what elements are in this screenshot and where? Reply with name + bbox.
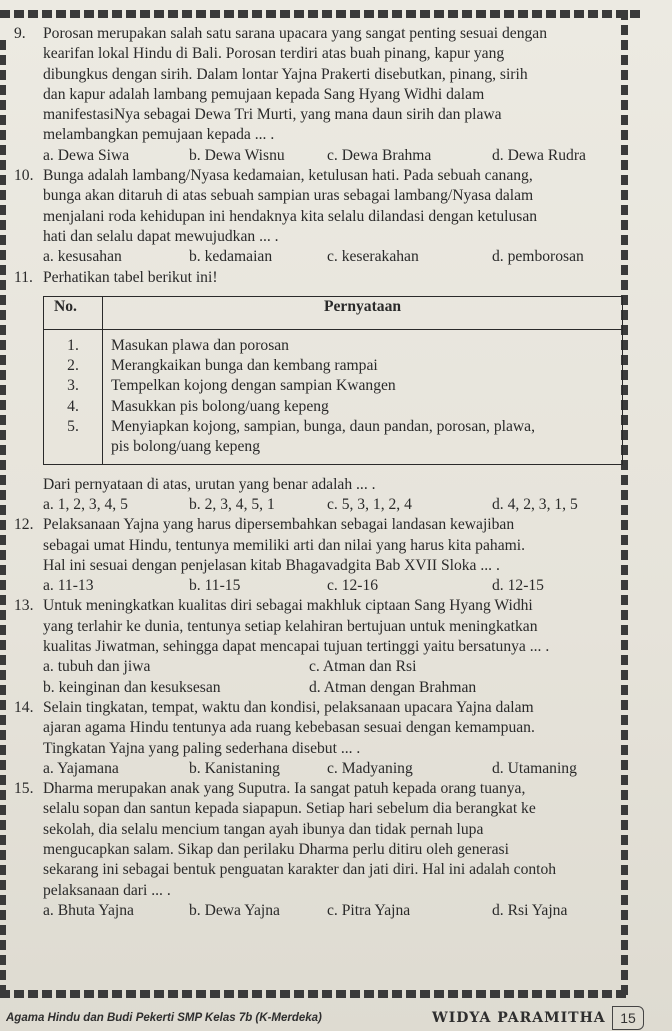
page-number: 15 [612, 1006, 644, 1030]
answer-options [14, 495, 614, 515]
row-statement-line: Menyiapkan kojong, sampian, bunga, daun pandan, porosan, plawa, [111, 418, 535, 436]
option-c[interactable]: c. 12-16 [327, 577, 379, 595]
row-statement: Masukan plawa dan porosan [103, 329, 623, 356]
text-line: Hal ini sesuai dengan penjelasan kitab Bhagavadgita Bab XVII Sloka ... . [43, 556, 500, 574]
text-line: dan kapur adalah lambang pemujaan kepada Sang Hyang Widhi dalam [43, 85, 485, 103]
question-text [43, 515, 614, 576]
text-line: Selain tingkatan, tempat, waktu dan kondisi, pelaksanaan upacara Yajna dalam [43, 698, 534, 716]
text-line: sebagai umat Hindu, tentunya memiliki arti dan nilai yang harus kita pahami. [43, 536, 525, 554]
text-line: Untuk meningkatkan kualitas diri sebagai makhluk ciptaan Sang Hyang Widhi [43, 597, 533, 615]
option-d[interactable]: d. pemborosan [492, 248, 584, 266]
text-line: mengucapkan salam. Sikap dan perilaku Dharma perlu ditiru oleh generasi [43, 840, 509, 858]
page-footer [0, 1006, 672, 1031]
text-line: Dharma merupakan anak yang Suputra. Ia sangat patuh kepada orang tuanya, [43, 780, 526, 798]
option-c[interactable]: c. keserakahan [327, 248, 419, 266]
question-number: 15. [14, 780, 34, 798]
row-number: 5. [44, 417, 103, 464]
option-c[interactable]: c. Atman dan Rsi [309, 658, 417, 676]
question-11 [14, 268, 614, 516]
option-b[interactable]: b. Dewa Yajna [189, 901, 280, 919]
text-line: ajaran agama Hindu tentunya ada ruang kebebasan sesuai dengan kemampuan. [43, 719, 535, 737]
text-line: dibungkus dengan sirih. Dalam lontar Yajna Prakerti disebutkan, pinang, sirih [43, 65, 528, 83]
text-line: manifestasiNya sebagai Dewa Tri Murti, yang mana daun sirih dan plawa [43, 106, 502, 124]
option-a[interactable]: a. kesusahan [43, 248, 122, 266]
row-number: 4. [44, 397, 103, 417]
option-c[interactable]: c. Pitra Yajna [327, 901, 411, 919]
question-number: 13. [14, 597, 34, 615]
question-number: 12. [14, 516, 34, 534]
option-d[interactable]: d. Dewa Rudra [492, 146, 586, 164]
text-line: sekolah, dia selalu mencium tangan ayah ibunya dan tidak pernah lupa [43, 820, 484, 838]
answer-options [14, 146, 614, 166]
text-line: menjalani roda kehidupan ini hendaknya kita selalu dilandasi dengan ketulusan [43, 207, 538, 225]
table-row [44, 329, 623, 356]
option-b[interactable]: b. Kanistaning [189, 759, 280, 777]
option-b[interactable]: b. Dewa Wisnu [189, 146, 285, 164]
option-a[interactable]: a. Yajamana [43, 759, 119, 777]
table-header-statement: Pernyataan [103, 296, 623, 329]
question-12 [14, 515, 614, 596]
text-line: Tingkatan Yajna yang paling sederhana disebut ... . [43, 739, 361, 757]
decorative-border-top [0, 10, 640, 18]
question-text [43, 596, 614, 657]
table-header-no: No. [44, 296, 103, 329]
text-line: kualitas Jiwatman, sehingga dapat mencapai tujuan tertinggi yaitu bersatunya ... . [43, 638, 550, 656]
decorative-border-left [0, 40, 6, 1000]
text-line: Porosan merupakan salah satu sarana upacara yang sangat penting sesuai dengan [43, 25, 548, 42]
row-statement: Merangkaikan bunga dan kembang rampai [103, 356, 623, 376]
text-line: melambangkan pemujaan kepada ... . [43, 126, 275, 144]
question-prompt: Dari pernyataan di atas, urutan yang benar adalah ... . [43, 475, 376, 493]
answer-options [14, 247, 614, 267]
row-statement-line: pis bolong/uang kepeng [111, 438, 260, 456]
option-b[interactable]: b. kedamaian [189, 248, 273, 266]
text-line: bunga akan ditaruh di atas sebuah sampian uras sebagai lambang/Nyasa dalam [43, 187, 534, 205]
row-statement: Tempelkan kojong dengan sampian Kwangen [103, 376, 623, 396]
text-line: kearifan lokal Hindu di Bali. Porosan terdiri atas buah pinang, kapur yang [43, 45, 505, 63]
option-b[interactable]: b. 2, 3, 4, 5, 1 [189, 495, 275, 513]
text-line: sekarang ini sebagai bentuk penguatan karakter dan jati diri. Hal ini adalah contoh [43, 861, 557, 879]
table-row [44, 376, 623, 396]
table-row [44, 417, 623, 464]
decorative-border-bottom [0, 990, 628, 998]
option-d[interactable]: d. 4, 2, 3, 1, 5 [492, 495, 578, 513]
option-a[interactable]: a. 11-13 [43, 577, 94, 595]
option-c[interactable]: c. Madyaning [327, 759, 413, 777]
table-row [44, 397, 623, 417]
row-statement: Masukkan pis bolong/uang kepeng [103, 397, 623, 417]
question-14 [14, 698, 614, 779]
option-a[interactable]: a. Dewa Siwa [43, 146, 130, 164]
option-b[interactable]: b. 11-15 [189, 577, 241, 595]
question-text [43, 779, 614, 901]
question-number: 11. [14, 268, 33, 286]
question-text: Perhatikan tabel berikut ini! [43, 268, 218, 286]
question-13 [14, 596, 614, 697]
question-number: 14. [14, 698, 34, 716]
option-a[interactable]: a. Bhuta Yajna [43, 901, 134, 919]
option-d[interactable]: d. 12-15 [492, 577, 544, 595]
questions-content [14, 24, 614, 921]
option-b[interactable]: b. keinginan dan kesuksesan [43, 678, 221, 696]
option-c[interactable]: c. Dewa Brahma [327, 146, 432, 164]
option-d[interactable]: d. Rsi Yajna [492, 901, 568, 919]
option-a[interactable]: a. 1, 2, 3, 4, 5 [43, 495, 128, 513]
question-number: 10. [14, 167, 34, 185]
text-line: hati dan selalu dapat mewujudkan ... . [43, 227, 279, 245]
question-number: 9. [14, 25, 26, 42]
answer-options [14, 576, 614, 596]
answer-options [14, 657, 614, 698]
option-d[interactable]: d. Atman dengan Brahman [309, 678, 477, 696]
book-title: Agama Hindu dan Budi Pekerti SMP Kelas 7b (K-Merdeka) [6, 1012, 322, 1024]
question-text [43, 24, 614, 146]
question-text [43, 698, 614, 759]
table-header-row [44, 296, 623, 329]
text-line: selalu sopan dan santun kepada siapapun. Setiap hari sebelum dia berangkat ke [43, 800, 536, 818]
option-d[interactable]: d. Utamaning [492, 759, 577, 777]
table-row [44, 356, 623, 376]
row-number: 1. [44, 329, 103, 356]
text-line: Pelaksanaan Yajna yang harus dipersembahkan sebagai landasan kewajiban [43, 516, 515, 534]
option-a[interactable]: a. tubuh dan jiwa [43, 658, 151, 676]
option-c[interactable]: c. 5, 3, 1, 2, 4 [327, 495, 412, 513]
text-line: pelaksanaan dari ... . [43, 881, 171, 899]
question-9 [14, 24, 614, 166]
row-number: 2. [44, 356, 103, 376]
question-10 [14, 166, 614, 267]
answer-options [14, 901, 614, 921]
text-line: Bunga adalah lambang/Nyasa kedamaian, ketulusan hati. Pada sebuah canang, [43, 167, 533, 185]
row-number: 3. [44, 376, 103, 396]
answer-options [14, 759, 614, 779]
question-15 [14, 779, 614, 921]
text-line: yang terlahir ke dunia, tentunya setiap kelahiran bertujuan untuk meningkatkan [43, 617, 538, 635]
publisher-brand: WIDYA PARAMITHA [432, 1010, 606, 1026]
row-statement [103, 417, 623, 464]
question-text [43, 166, 614, 247]
statement-table [43, 296, 623, 465]
